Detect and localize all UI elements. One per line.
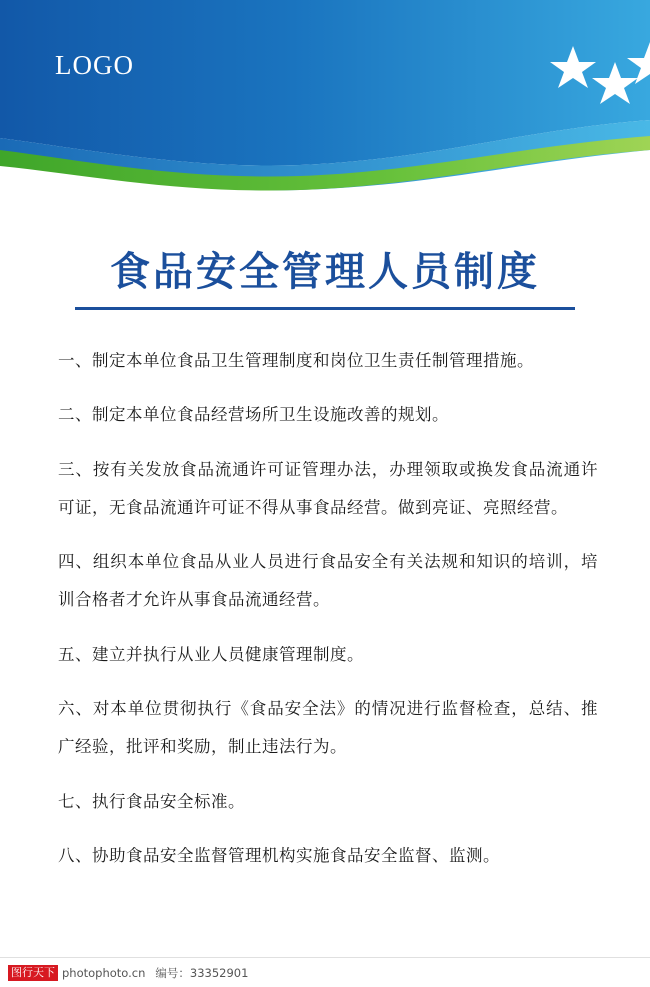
clause-item: 一、制定本单位食品卫生管理制度和岗位卫生责任制管理措施。 bbox=[58, 350, 534, 370]
banner-graphic bbox=[0, 0, 650, 200]
clause-item: 五、建立并执行从业人员健康管理制度。 bbox=[58, 644, 364, 664]
logo-text: LOGO bbox=[55, 50, 134, 80]
clause-item: 二、制定本单位食品经营场所卫生设施改善的规划。 bbox=[58, 405, 449, 424]
clause-item: 六、对本单位贯彻执行《食品安全法》的情况进行监督检查，总结、推广经验，批评和奖励，制止违法行为。 bbox=[58, 699, 598, 756]
footer-watermark bbox=[0, 957, 650, 987]
clause-item: 八、协助食品安全监督管理机构实施食品安全监督、监测。 bbox=[58, 846, 500, 865]
clause-item: 三、按有关发放食品流通许可证管理办法，办理领取或换发食品流通许可证，无食品流通许可证不得从事食品经营。做到亮证、亮照经营。 bbox=[58, 459, 598, 517]
watermark-site: photophoto.cn bbox=[62, 965, 146, 980]
clause-item: 七、执行食品安全标准。 bbox=[58, 791, 245, 811]
clause-item: 四、组织本单位食品从业人员进行食品安全有关法规和知识的培训，培训合格者才允许从事食品流通经营。 bbox=[58, 552, 598, 609]
page-title-block bbox=[0, 240, 650, 310]
title-underline bbox=[75, 307, 575, 310]
clause-list bbox=[58, 325, 598, 885]
watermark-number: 编号：33352901 bbox=[155, 965, 249, 980]
watermark-badge: 图行天下 bbox=[8, 965, 58, 981]
page-title: 食品安全管理人员制度 bbox=[110, 249, 540, 295]
header-banner bbox=[0, 0, 650, 200]
